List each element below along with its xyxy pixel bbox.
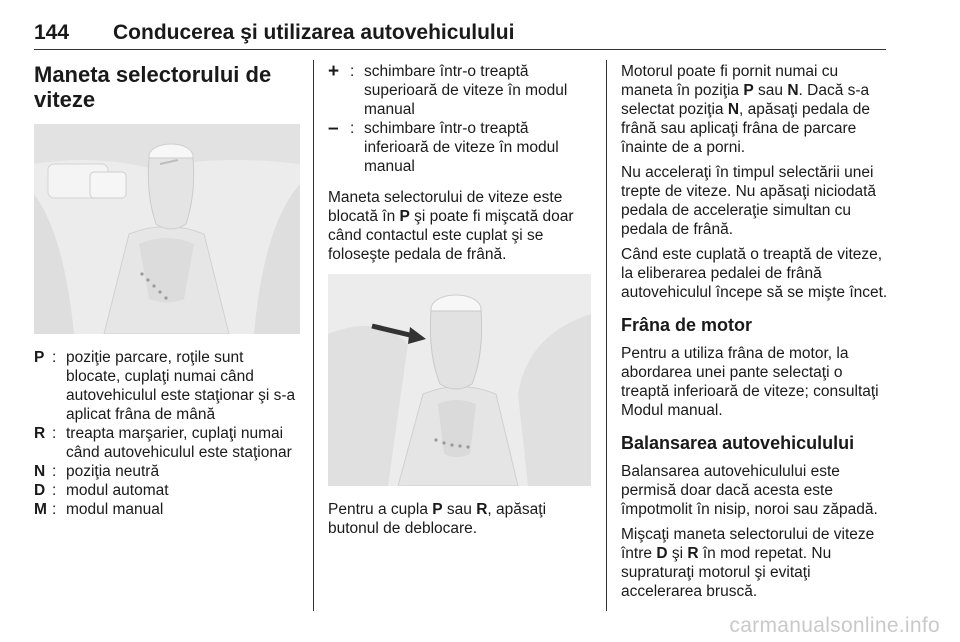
minus-icon: – bbox=[328, 118, 339, 139]
creep-paragraph: Când este cuplată o treaptă de viteze, la eliberarea pedalei de frână autovehiculul începe să se mişte încet. bbox=[621, 246, 888, 301]
heading-rocking: Balansarea autovehiculului bbox=[621, 433, 855, 453]
section-title: Maneta selectorului de viteze bbox=[34, 62, 272, 112]
page-header bbox=[34, 21, 886, 50]
rocking-paragraph-2: Mişcaţi maneta selectorului de viteze între D şi R în mod repetat. Nu supraturaţi motorul şi evitaţi accelerarea bruscă. bbox=[621, 526, 875, 600]
plus-icon: + bbox=[328, 61, 340, 82]
release-button-photo bbox=[328, 274, 591, 486]
page-number: 144 bbox=[34, 21, 70, 44]
column-3 bbox=[621, 62, 889, 607]
engine-brake-paragraph: Pentru a utiliza frâna de motor, la abordarea unei pante selectaţi o treaptă inferioară de viteze; consultaţi Modul manual. bbox=[621, 345, 879, 419]
column-divider bbox=[313, 60, 314, 611]
watermark: carmanualsonline.info bbox=[729, 614, 940, 637]
legend-item-d: D : modul automat bbox=[34, 482, 169, 499]
acceleration-paragraph: Nu acceleraţi în timpul selectării unei trepte de viteze. Nu apăsaţi niciodată pedala de acceleraţie simultan cu pedala de frână. bbox=[621, 164, 877, 238]
legend-item-plus: + : schimbare într-o treaptă superioară de viteze în modul manual bbox=[328, 61, 568, 118]
legend-item-m: M : modul manual bbox=[34, 501, 164, 518]
legend-item-p: P : poziţie parcare, roţile sunt blocate, cuplaţi numai când autovehiculul este staţionar şi s-a aplicat frâna de mână bbox=[34, 349, 296, 423]
park-paragraph: Pentru a cupla P sau R, apăsaţi butonul de deblocare. bbox=[328, 501, 547, 537]
column-1 bbox=[34, 62, 300, 519]
lock-paragraph: Maneta selectorului de viteze este blocată în P şi poate fi mişcată doar când contactul este cuplat şi se foloseşte pedala de frână. bbox=[328, 189, 574, 263]
column-divider bbox=[606, 60, 607, 611]
legend-item-n: N : poziţia neutră bbox=[34, 463, 160, 480]
heading-engine-brake: Frâna de motor bbox=[621, 315, 753, 335]
running-title: Conducerea şi utilizarea autovehiculului bbox=[113, 21, 515, 44]
column-2 bbox=[328, 62, 594, 544]
legend-item-minus: – : schimbare într-o treaptă inferioară de viteze în modul manual bbox=[328, 118, 559, 175]
legend-item-r: R : treapta marşarier, cuplaţi numai când autovehiculul este staţionar bbox=[34, 425, 292, 461]
start-paragraph: Motorul poate fi pornit numai cu maneta în poziţia P sau N. Dacă s-a selectat poziţia N, apăsaţi pedala de frână sau aplicaţi frâna de parcare înainte de a porni. bbox=[621, 63, 871, 156]
rocking-paragraph-1: Balansarea autovehiculului este permisă doar dacă acesta este împotmolit în nisip, noroi sau zăpadă. bbox=[621, 463, 878, 518]
gear-legend bbox=[34, 348, 300, 519]
gear-selector-photo bbox=[34, 124, 300, 334]
